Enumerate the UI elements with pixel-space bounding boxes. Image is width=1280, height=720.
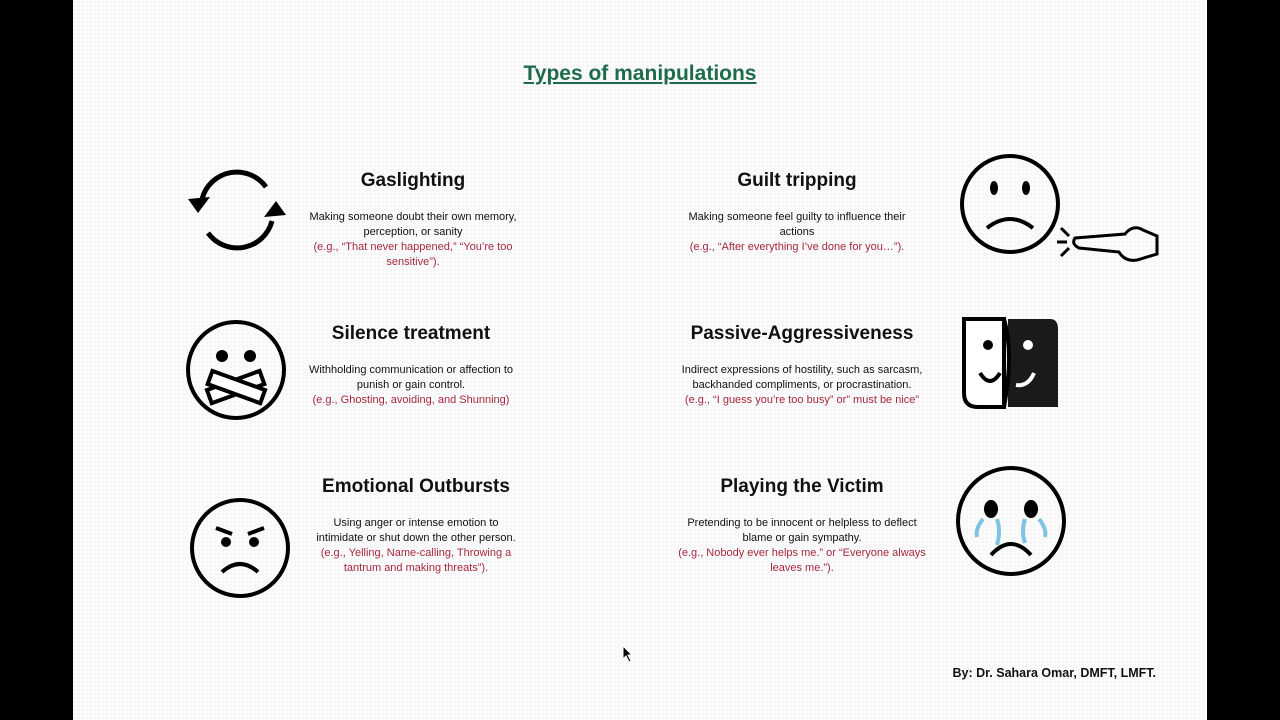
- item-description: Using anger or intense emotion to intimidate or shut down the other person.: [316, 517, 516, 544]
- item-example: (e.g., Ghosting, avoiding, and Shunning): [312, 394, 510, 406]
- item-guilt-tripping: [647, 170, 947, 255]
- mouse-cursor-icon: [622, 645, 634, 663]
- item-description: Withholding communication or affection to punish or gain control.: [308, 364, 513, 391]
- cycle-arrows-icon: [184, 163, 290, 257]
- item-heading: Guilt tripping: [737, 170, 857, 191]
- taped-mouth-face-icon: [184, 318, 288, 422]
- item-example: (e.g., Nobody ever helps me.” or “Everyone always leaves me.”).: [678, 547, 926, 574]
- item-passive-aggressiveness: [642, 323, 962, 408]
- item-description: Indirect expressions of hostility, such as sarcasm, backhanded compliments, or procrastination.: [681, 364, 923, 391]
- item-gaslighting: [263, 170, 563, 270]
- slide: [73, 0, 1207, 720]
- item-heading: Gaslighting: [360, 170, 466, 191]
- item-heading: Silence treatment: [331, 323, 491, 344]
- item-example: (e.g., “I guess you’re too busy” or” must be nice”: [684, 394, 920, 406]
- angry-face-icon: [188, 496, 292, 600]
- item-example: (e.g., Yelling, Name-calling, Throwing a tantrum and making threats”).: [320, 547, 512, 574]
- item-description: Making someone doubt their own memory, perception, or sanity: [309, 211, 517, 238]
- crying-face-icon: [953, 463, 1069, 579]
- item-heading: Passive-Aggressiveness: [690, 323, 914, 344]
- item-heading: Playing the Victim: [720, 476, 884, 497]
- page-title: Types of manipulations: [523, 62, 757, 85]
- item-emotional-outbursts: [266, 476, 566, 576]
- item-description: Pretending to be innocent or helpless to deflect blame or gain sympathy.: [687, 517, 917, 544]
- author-byline: By: Dr. Sahara Omar, DMFT, LMFT.: [952, 666, 1156, 680]
- item-playing-the-victim: [652, 476, 952, 576]
- item-silence-treatment: [261, 323, 561, 408]
- item-heading: Emotional Outbursts: [322, 476, 510, 497]
- sad-face-pointing-finger-icon: [957, 152, 1162, 270]
- item-example: (e.g., “After everything I’ve done for you…”).: [689, 241, 905, 253]
- two-faced-mask-icon: [958, 313, 1062, 413]
- item-example: (e.g., “That never happened,” “You’re too sensitive”).: [313, 241, 513, 268]
- item-description: Making someone feel guilty to influence their actions: [688, 211, 906, 238]
